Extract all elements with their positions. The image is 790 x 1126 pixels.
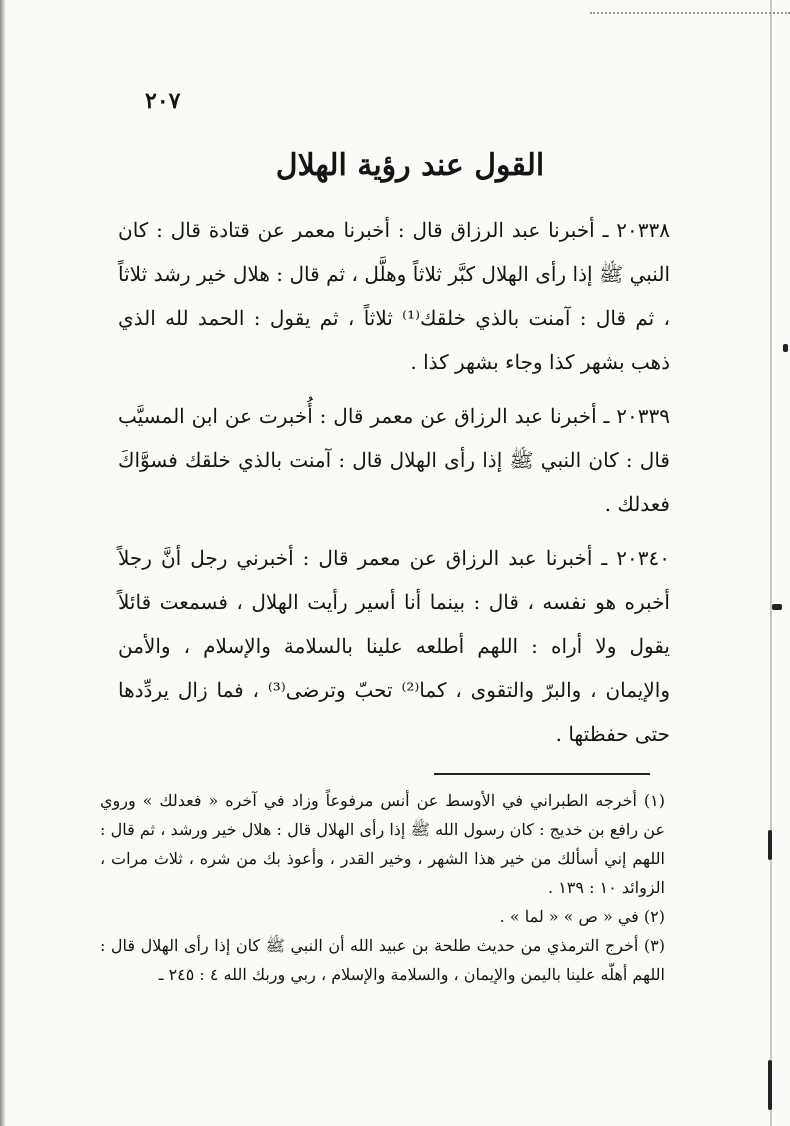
body-text <box>118 208 670 766</box>
hadith-20339: ٢٠٣٣٩ ـ أخبرنا عبد الرزاق عن معمر قال : أُخبرت عن ابن المسيَّب قال : كان النبي ﷺ إذا رأى الهلال قال : آمنت بالذي خلقك فسوَّاكَ فعدلك . <box>118 404 670 516</box>
scan-mark <box>768 1060 772 1110</box>
scan-mark <box>772 604 782 610</box>
scan-mark <box>768 830 772 860</box>
page-number: ٢٠٧ <box>145 88 181 114</box>
footnote-divider <box>434 773 650 775</box>
chapter-heading: القول عند رؤية الهلال <box>275 148 545 183</box>
hadith-20338: ٢٠٣٣٨ ـ أخبرنا عبد الرزاق قال : أخبرنا معمر عن قتادة قال : كان النبي ﷺ إذا رأى الهلال كبَّر ثلاثاً وهلَّل ، ثم قال : هلال خير رشد ثلاثاً ، ثم قال : آمنت بالذي خلقك⁽¹⁾ ثلاثاً ، ثم يقول : الحمد لله الذي ذهب بشهر كذا وجاء بشهر كذا . <box>118 218 670 374</box>
footnote-1: (١) أخرجه الطبراني في الأوسط عن أنس مرفوعاً وزاد في آخره « فعدلك » وروي عن رافع بن خديج : كان رسول الله ﷺ إذا رأى الهلال قال : هلال خير ورشد ، ثم قال : اللهم إني أسألك من خير هذا الشهر ، وخير القدر ، وأعوذ بك من شره ، ثلاث مرات ، الزوائد ١٠ : ١٣٩ . <box>100 791 666 897</box>
footnote-2: (٢) في « ص » « لما » . <box>499 907 665 926</box>
scan-top-dashes <box>590 12 790 14</box>
hadith-20340: ٢٠٣٤٠ ـ أخبرنا عبد الرزاق عن معمر قال : أخبرني رجل أنَّ رجلاً أخبره هو نفسه ، قال : بينما أنا أسير رأيت الهلال ، فسمعت قائلاً يقول ولا أراه : اللهم أطلعه علينا بالسلامة والإسلام ، والأمن والإيمان ، والبرّ والتقوى ، كما⁽²⁾ تحبّ وترضى⁽³⁾ ، فما زال يردِّدها حتى حفظتها . <box>118 546 670 746</box>
page-left-edge <box>0 0 6 1126</box>
scan-mark <box>783 344 788 352</box>
page-right-edge <box>770 0 772 1126</box>
footnotes <box>100 786 665 989</box>
footnote-3: (٣) أخرج الترمذي من حديث طلحة بن عبيد الله أن النبي ﷺ كان إذا رأى الهلال قال : اللهم أهلّه علينا باليمن والإيمان ، والسلامة والإسلام ، ربي وربك الله ٤ : ٢٤٥ ـ <box>100 936 665 984</box>
